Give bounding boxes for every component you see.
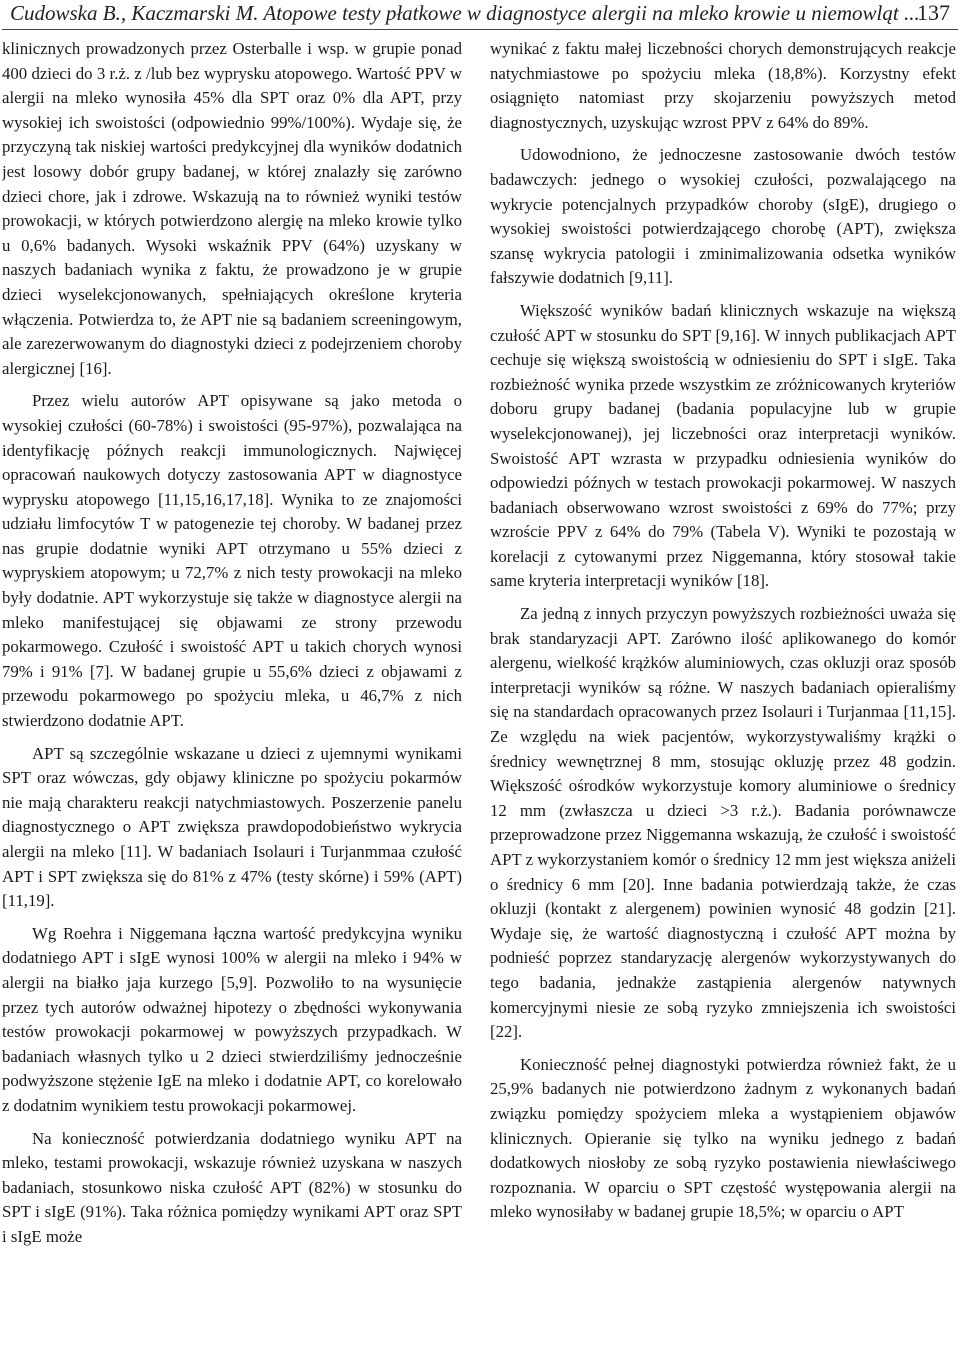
paragraph: wynikać z faktu małej liczebności chorych demonstrujących reakcje natychmiastowe po spożyciu mleka (18,8%). Korzystny efekt osiągnięto natomiast przy skojarzeniu powyższych metod diagnostycznych, uzyskując wzrost PPV z 64% do 89%. [490, 39, 956, 132]
paragraph: Udowodniono, że jednoczesne zastosowanie dwóch testów badawczych: jednego o wysokiej czułości, pozwalającego na wykrycie potencjalnych przypadków choroby (sIgE), drugiego o wysokiej swoistości potwierdzającego chorobę (APT), zwiększa szansę wykrycia patologii i zminimalizowania odsetka wyników fałszywie dodatnich [9,11]. [490, 145, 956, 288]
header-rule [2, 29, 958, 30]
running-header [10, 0, 950, 28]
page-number: 137 [917, 0, 950, 25]
right-column [490, 37, 956, 1357]
paragraph: Większość wyników badań klinicznych wskazuje na większą czułość APT w stosunku do SPT [9,16]. W innych publikacjach APT cechuje się większą swoistością w odniesieniu do SPT i sIgE. Taka rozbieżność wynika przede wszystkim ze zróżnicowanych kryteriów doboru grupy badanej (badania populacyjne lub w grupie wyselekcjonowanej), jej liczebności oraz interpretacji wyników. Swoistość APT wzrasta w przypadku odniesienia wyników do odpowiedzi późnych w testach prowokacji pokarmowej. W naszych badaniach obserwowano wzrost swoistości z 69% do 77%; przy wzroście PPV z 64% do 79% (Tabela V). Wyniki te pozostają w korelacji z cytowanymi przez Niggemanna, który stosował takie same kryteria interpretacji wyników [18]. [490, 300, 956, 591]
running-title: Cudowska B., Kaczmarski M. Atopowe testy płatkowe w diagnostyce alergii na mleko krowie u niemowląt ... [10, 1, 920, 25]
paragraph: klinicznych prowadzonych przez Osterballe i wsp. w grupie ponad 400 dzieci do 3 r.ż. z /lub bez wyprysku atopowego. Wartość PPV w alergii na mleko wynosiła 45% dla SPT oraz 0% dla APT, przy wysokiej ich swoistości (odpowiednio 99%/100%). Wydaje się, że przyczyną tak niskiej wartości predykcyjnej dla wyników dodatnich jest losowy dobór grupy badanej, w której znalazły się zarówno dzieci chore, jak i zdrowe. Wskazują na to również wyniki testów prowokacji, w których potwierdzono alergię na mleko krowie tylko u 0,6% badanych. Wysoki wskaźnik PPV (64%) uzyskany w naszych badaniach wynika z faktu, że prowadzono je w grupie dzieci wyselekcjonowanych, spełniających określone kryteria włączenia. Potwierdza to, że APT nie są badaniem screeningowym, ale zarezerwowanym do diagnostyki dzieci z podejrzeniem choroby alergicznej [16]. [2, 39, 462, 378]
paragraph: Konieczność pełnej diagnostyki potwierdza również fakt, że u 25,9% badanych nie potwierdzono żadnym z wykonanych badań związku pomiędzy spożyciem mleka a wystąpieniem objawów klinicznych. Opieranie się tylko na wyniku jednego z badań dodatkowych niosłoby ze sobą ryzyko postawienia niewłaściwego rozpoznania. W oparciu o SPT częstość występowania alergii na mleko wynosiłaby w badanej grupie 18,5%; w oparciu o APT [490, 1054, 956, 1222]
paragraph: Przez wielu autorów APT opisywane są jako metoda o wysokiej czułości (60-78%) i swoistości (95-97%), pozwalająca na identyfikację późnych reakcji immunologicznych. Najwięcej opracowań naukowych dotyczy zastosowania APT w diagnostyce wyprysku atopowego [11,15,16,17,18]. Wynika to ze znajomości udziału limfocytów T w patogenezie tej choroby. W badanej przez nas grupie dodatnie wyniki APT otrzymano u 55% dzieci z wypryskiem atopowym; u 72,7% z nich testy prowokacji na mleko były dodatnie. APT wykorzystuje się także w diagnostyce alergii na mleko manifestującej się objawami ze strony przewodu pokarmowego. Czułość i swoistość APT u takich chorych wynosi 79% i 91% [7]. W badanej grupie u 55,6% dzieci z objawami z przewodu pokarmowego po spożyciu mleka, u 46,7% z nich stwierdzono dodatnie APT. [2, 391, 462, 731]
paragraph: Wg Roehra i Niggemana łączna wartość predykcyjna wyniku dodatniego APT i sIgE wynosi 100% w alergii na mleko i 94% w alergii na białko jaja kurzego [5,9]. Pozwoliło to na wysunięcie przez tych autorów odważnej hipotezy o zbędności wykonywania testów prowokacji pokarmowej w powyższych przypadkach. W badaniach własnych tylko u 2 dzieci stwierdziliśmy jednocześnie podwyższone stężenie IgE na mleko i dodatnie APT, co korelowało z dodatnim wynikiem testu prowokacji pokarmowej. [2, 923, 462, 1115]
paragraph: APT są szczególnie wskazane u dzieci z ujemnymi wynikami SPT oraz wówczas, gdy objawy kliniczne po spożyciu pokarmów nie mają charakteru reakcji natychmiastowych. Poszerzenie panelu diagnostycznego o APT zwiększa prawdopodobieństwo wykrycia alergii na mleko [11]. W badaniach Isolauri i Turjanmmaa czułość APT i SPT zwiększa się do 81% z 47% (testy skórne) i 59% (APT) [11,19]. [2, 743, 462, 911]
left-column [2, 37, 462, 1357]
paragraph: Na konieczność potwierdzania dodatniego wyniku APT na mleko, testami prowokacji, wskazuje również uzyskana w naszych badaniach, stosunkowo niska czułość APT (82%) w stosunku do SPT i sIgE (91%). Taka różnica pomiędzy wynikami APT oraz SPT i sIgE może [2, 1128, 462, 1246]
paragraph: Za jedną z innych przyczyn powyższych rozbieżności uważa się brak standaryzacji APT. Zarówno ilość aplikowanego do komór alergenu, wielkość krążków aluminiowych, czas okluzji oraz sposób interpretacji wyników są różne. W naszych badaniach opieraliśmy się na standardach opracowanych przez Isolauri i Turjanmaa [11,15]. Ze względu na wiek pacjentów, wykorzystywaliśmy krążki o średnicy wewnętrznej 8 mm, stosując okluzję przez 48 godzin. Większość ośrodków wykorzystuje komory aluminiowe o średnicy 12 mm (zwłaszcza u dzieci >3 r.ż.). Badania porównawcze przeprowadzone przez Niggemanna wskazują, że czułość i swoistość APT z wykorzystaniem komór o średnicy 12 mm jest większa aniżeli o średnicy 6 mm [20]. Inne badania potwierdzają także, że czas okluzji (kontakt z alergenem) powinien wynosić 48 godzin [21]. Wydaje się, że wartość diagnostyczną i czułość APT można by podnieść poprzez standaryzację alergenów wykorzystywanych do tego badania, jednakże zastąpienia alergenów natywnych komercyjnymi niesie ze sobą ryzyko zmniejszenia ich swoistości [22]. [490, 604, 956, 1042]
